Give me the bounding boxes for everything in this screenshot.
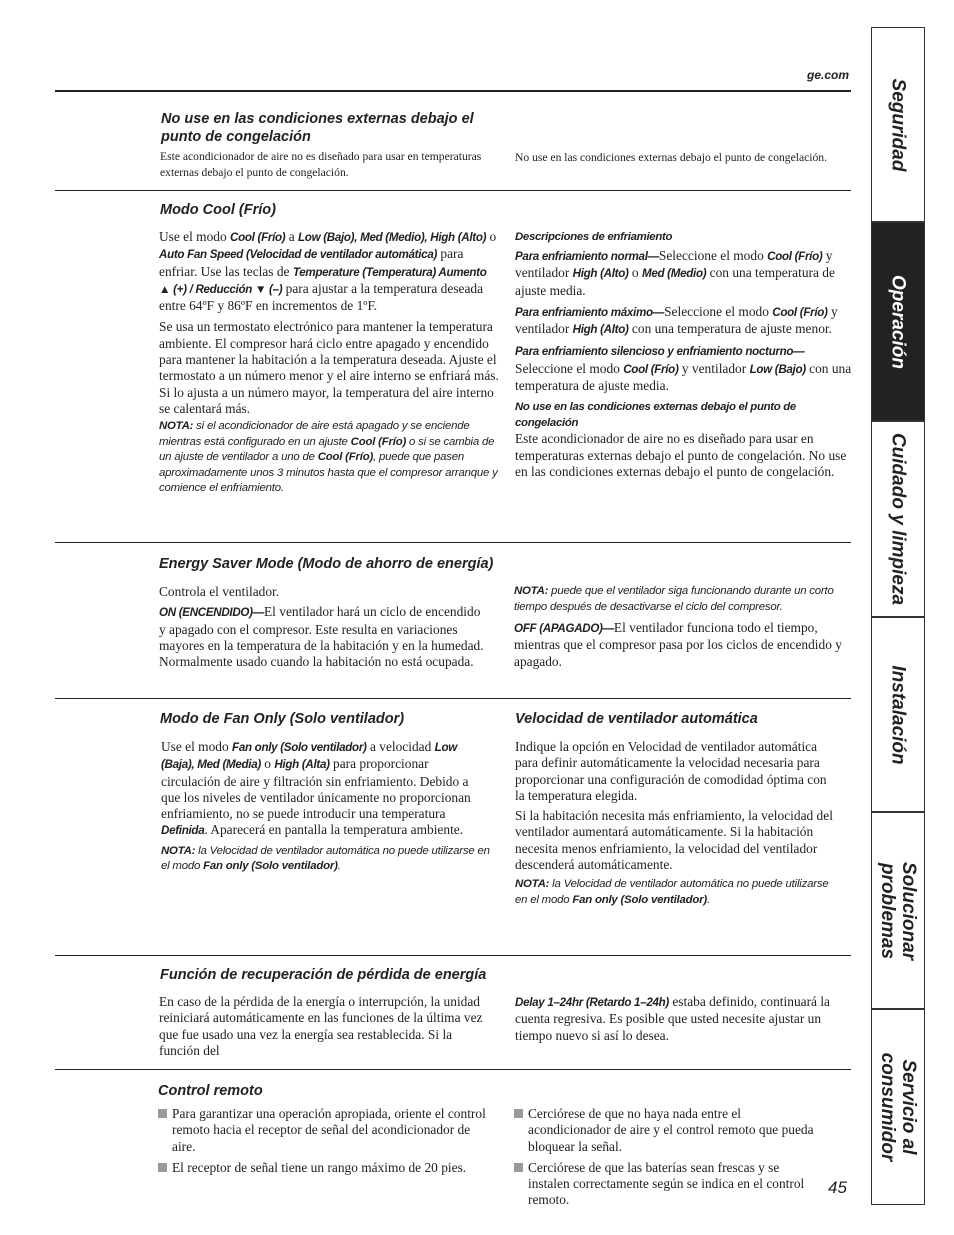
auto-fan-heading: Velocidad de ventilador automática (515, 711, 758, 727)
auto-fan-paragraph-1: Indique la opción en Velocidad de ventilador automática para definir automáticamente la velocidad necesaria para proporcionar una configuración de comodidad óptima con la temperatura elegida. (515, 739, 827, 803)
cooling-descriptions-heading: Descripciones de enfriamiento (515, 231, 673, 243)
remote-left-bullets (158, 1106, 496, 1176)
section-rule (55, 542, 851, 543)
section-rule (55, 955, 851, 956)
tab-cuidado-limpieza[interactable] (871, 421, 925, 617)
energy-saver-intro: Controla el ventilador. (159, 584, 280, 599)
auto-fan-paragraph-2: Si la habitación necesita más enfriamiento, la velocidad del ventilador aumentará automáticamente. Si la habitación necesita menos enfriamiento, la velocidad del ventilador descenderá automáticamente. (515, 808, 833, 873)
energy-saver-left (159, 584, 489, 670)
tab-solucionar-problemas[interactable] (871, 812, 925, 1009)
cool-mode-left (159, 229, 499, 497)
energy-saver-off: OFF (APAGADO)—El ventilador funciona todo el tiempo, mientras que el compresor pasa por los ciclos de encendido y apagado. (514, 620, 842, 669)
fan-only-body (161, 739, 491, 875)
freezing-heading: No use en las condiciones externas debajo el punto de congelación (161, 111, 474, 145)
freezing-left-text: Este acondicionador de aire no es diseñado para usar en temperaturas externas debajo el punto de congelación. (160, 150, 482, 179)
quiet-cooling: Para enfriamiento silencioso y enfriamiento nocturno—Seleccione el modo Cool (Frío) y ventilador Low (Bajo) con una temperatura de ajuste media. (515, 345, 852, 394)
power-recovery-right: Delay 1–24hr (Retardo 1–24h) estaba definido, continuará la cuenta regresiva. Es posible que usted necesite ajustar un tiempo nuevo si así lo desea. (515, 994, 830, 1043)
power-recovery-heading: Función de recuperación de pérdida de energía (160, 967, 487, 983)
header-rule (55, 90, 851, 92)
section-rule (55, 190, 851, 191)
list-item: Cerciórese de que no haya nada entre el acondicionador de aire y el control remoto que pueda bloquear la señal. (514, 1106, 814, 1155)
section-rule (55, 698, 851, 699)
page-number: 45 (828, 1178, 847, 1197)
fan-only-note: NOTA: la Velocidad de ventilador automática no puede utilizarse en el modo Fan only (Solo ventilador). (161, 844, 490, 873)
freezing-right-text: No use en las condiciones externas debajo el punto de congelación. (515, 151, 827, 164)
power-recovery-left: En caso de la pérdida de la energía o interrupción, la unidad reiniciará automáticamente en las funciones de la última vez que fue usado una vez la energía sea restablecida. Si la función del (159, 994, 483, 1058)
list-item: El receptor de señal tiene un rango máximo de 20 pies. (158, 1160, 496, 1176)
freezing-subheading: No use en las condiciones externas debajo el punto de congelación (515, 401, 796, 430)
auto-fan-note: NOTA: la Velocidad de ventilador automática no puede utilizarse en el modo Fan only (Solo ventilador). (515, 878, 829, 906)
tab-label: Servicio al consumidor (877, 1052, 919, 1162)
tab-servicio-consumidor[interactable] (871, 1009, 925, 1205)
list-item: Para garantizar una operación apropiada, oriente el control remoto hacia el receptor de señal del acondicionador de aire. (158, 1106, 496, 1155)
normal-cooling: Para enfriamiento normal—Seleccione el modo Cool (Frío) y ventilador High (Alto) o Med (Medio) con una temperatura de ajuste media. (515, 248, 835, 298)
tab-instalacion[interactable] (871, 617, 925, 812)
tab-label: Instalación (887, 664, 909, 765)
energy-saver-on: ON (ENCENDIDO)—El ventilador hará un ciclo de encendido y apagado con el compresor. Este resulta en variaciones mayores en la temperatura de la habitación y en la humedad. Normalmente usado cuando la habitación no está ocupada. (159, 604, 484, 670)
max-cooling: Para enfriamiento máximo—Seleccione el modo Cool (Frío) y ventilador High (Alto) con una temperatura de ajuste menor. (515, 303, 838, 337)
cool-mode-right (515, 229, 853, 480)
tab-label: Operación (887, 274, 909, 369)
tab-label: Seguridad (887, 78, 909, 171)
tab-operacion[interactable] (871, 222, 925, 421)
cool-mode-note: NOTA: si el acondicionador de aire está apagado y se enciende mientras está configurado en un ajuste Cool (Frío) o si se cambia de un ajuste de ventilador a uno de Cool (Frío), puede que pasen aproximadamente unos 3 minutos hasta que el compresor arranque y comience el enfriamiento. (159, 420, 498, 495)
freezing-text: Este acondicionador de aire no es diseñado para usar en temperaturas externas debajo el punto de congelación. No use en las condiciones externas debajo el punto de congelación. (515, 431, 847, 479)
tab-label: Solucionar problemas (877, 861, 919, 960)
tab-seguridad[interactable] (871, 27, 925, 222)
cool-mode-heading: Modo Cool (Frío) (160, 202, 276, 218)
fan-only-paragraph: Use el modo Fan only (Solo ventilador) a velocidad Low (Baja), Med (Media) o High (Alta) para proporcionar circulación de aire y filtración sin enfriamiento. Debido a que los niveles de ventilador únicamente no proporcionan enfriamiento, no se puede introducir una temperatura Definida. Aparecerá en pantalla la temperatura ambiente. (161, 739, 471, 838)
energy-saver-right (514, 584, 852, 670)
tab-label: Cuidado y limpieza (887, 432, 909, 606)
list-item: Cerciórese de que las baterías sean frescas y se instalen correctamente según se indica en el control remoto. (514, 1160, 814, 1209)
remote-control-heading: Control remoto (158, 1083, 263, 1099)
energy-saver-note: NOTA: puede que el ventilador siga funcionando durante un corto tiempo después de desactivarse el ciclo del compresor. (514, 585, 834, 613)
cool-mode-paragraph: Use el modo Cool (Frío) a Low (Bajo), Med (Medio), High (Alto) o Auto Fan Speed (Velocidad de ventilador automática) para enfriar. Use las teclas de Temperature (Temperatura) Aumento ▲ (+) / Reducción ▼ (–) para ajustar a la temperatura deseada entre 64ºF y 86ºF en incrementos de 1ºF. (159, 229, 497, 314)
thermostat-paragraph: Se usa un termostato electrónico para mantener la temperatura ambiente. El compresor hará ciclo entre apagado y encendido para mantener la habitación a la temperatura deseada. Ajuste el termostato a un número menor y el aire interno se enfriará más. Si lo ajusta a un número mayor, la temperatura del aire interno se calentará más. (159, 319, 499, 416)
site-url[interactable]: ge.com (806, 68, 849, 82)
section-rule (55, 1069, 851, 1070)
fan-only-heading: Modo de Fan Only (Solo ventilador) (160, 711, 405, 727)
remote-right-bullets (514, 1106, 814, 1209)
energy-saver-heading: Energy Saver Mode (Modo de ahorro de energía) (159, 556, 494, 572)
auto-fan-body (515, 739, 837, 908)
